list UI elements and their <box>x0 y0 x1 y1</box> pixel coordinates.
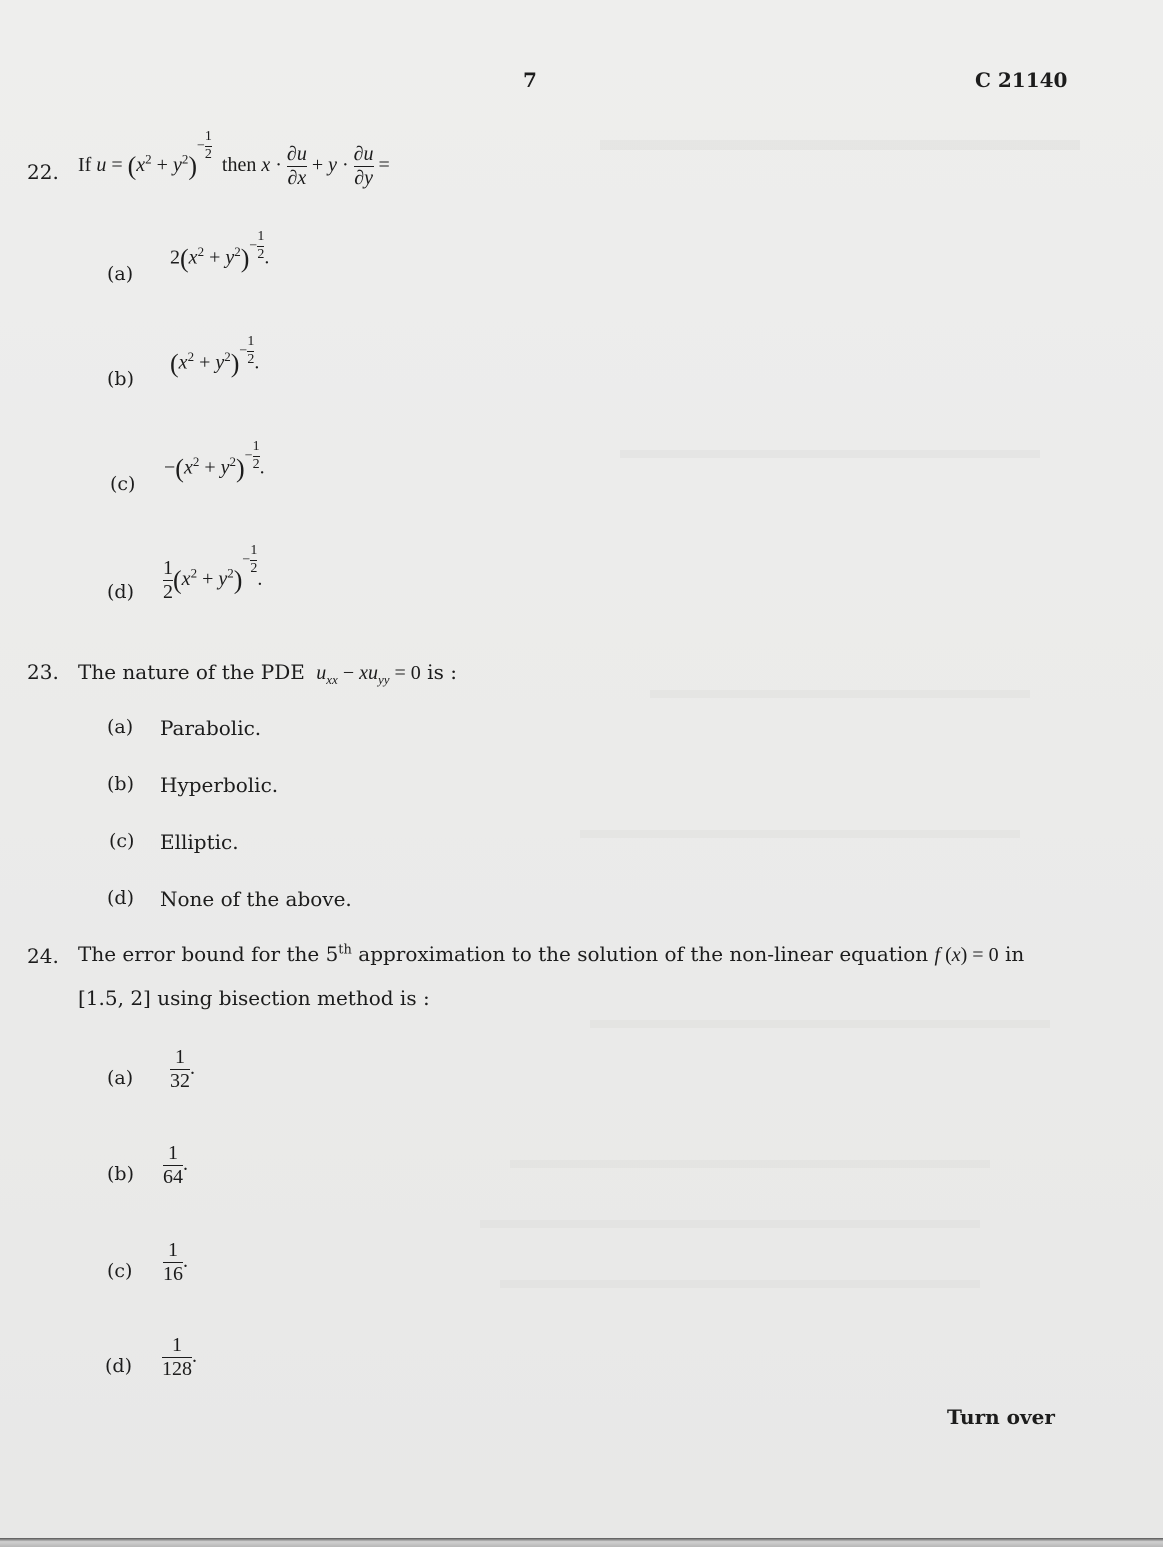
q23-option-b-label: (b) <box>107 773 134 795</box>
q22-option-b-label: (b) <box>107 368 134 390</box>
q22-option-b-expression: $(x^2 + y^2)-$ $\frac{1}{2}$ . <box>170 334 260 379</box>
q23-option-d-text: None of the above. <box>160 887 352 911</box>
question-24-equation: f (x) = 0 <box>934 944 999 966</box>
turn-over-label: Turn over <box>947 1405 1055 1429</box>
question-22-then: then <box>221 154 257 177</box>
q22-option-a-end: . <box>264 246 270 269</box>
q22-option-a-coef: 2 <box>170 246 180 269</box>
exam-code: C 21140 <box>975 68 1068 92</box>
question-23-stem-text: The nature of the PDE <box>78 660 305 684</box>
q23-option-b-text: Hyperbolic. <box>160 773 279 797</box>
q22-option-c-sign: − <box>164 456 176 479</box>
question-24-text-a: The error bound for the 5 <box>78 942 339 966</box>
q22-option-d-label: (d) <box>107 581 134 603</box>
q23-option-c-label: (c) <box>109 830 135 852</box>
q24-option-b-denominator: 64 <box>163 1166 183 1188</box>
q24-option-d-numerator: 1 <box>172 1334 182 1356</box>
question-24-line-1 <box>78 942 1024 967</box>
q24-option-a-label: (a) <box>107 1067 134 1089</box>
q24-option-b-numerator: 1 <box>168 1142 178 1164</box>
q23-option-a-text: Parabolic. <box>160 716 262 740</box>
question-23-pde: $u_{xx} - xu_{yy} = 0$ <box>316 662 421 687</box>
q22-option-a-expression: $2(x^2 + y^2)-$ $\frac{1}{2}$ . <box>170 229 270 274</box>
q24-option-d-label: (d) <box>105 1355 132 1377</box>
q23-option-c-text: Elliptic. <box>160 830 239 854</box>
q22-option-b-end: . <box>254 351 260 374</box>
page-number: 7 <box>523 68 537 92</box>
question-24-text-c: in <box>1004 942 1025 966</box>
q24-option-a-numerator: 1 <box>175 1046 185 1068</box>
q24-option-a-value: $\frac{1}{32}$ . <box>170 1046 195 1092</box>
question-23-stem <box>78 660 457 688</box>
page-edge <box>0 1538 1163 1547</box>
q24-option-d-value: $\frac{1}{128}$ . <box>162 1334 197 1380</box>
q22-option-d-end: . <box>257 568 263 591</box>
q22-option-a-label: (a) <box>107 263 134 285</box>
q24-option-b-value: $\frac{1}{64}$ . <box>163 1142 188 1188</box>
q22-option-d-expression: $\frac{1}{2}$ $(x^2 + y^2)-$ $\frac{1}{2}$ . <box>163 543 263 603</box>
question-22-if: If <box>78 154 92 177</box>
question-24-text-b: approximation to the solution of the non-linear equation <box>358 942 929 966</box>
q23-option-a-label: (a) <box>107 716 134 738</box>
show-through-bleed <box>560 120 1120 1320</box>
q24-option-a-denominator: 32 <box>170 1070 190 1092</box>
q24-option-c-denominator: 16 <box>163 1263 183 1285</box>
q24-option-d-denominator: 128 <box>162 1358 192 1380</box>
question-22-number: 22. <box>27 160 59 184</box>
question-23-number: 23. <box>27 660 59 684</box>
question-23-stem-end: is : <box>427 660 457 684</box>
q23-option-d-label: (d) <box>107 887 134 909</box>
q24-option-c-label: (c) <box>107 1260 133 1282</box>
question-24-sup: th <box>338 942 352 958</box>
q22-option-c-expression: $-(x^2 + y^2)-$ $\frac{1}{2}$ . <box>164 439 265 484</box>
question-22-stem: If $u = (x^2 + y^2)-$ $\frac{1}{2}$ then x · $\frac{\partial u}{\partial x}$ + y · $\frac{\partial u}{\partial y}$ = <box>78 129 390 189</box>
q22-option-c-label: (c) <box>110 473 136 495</box>
q24-option-c-numerator: 1 <box>168 1239 178 1261</box>
q24-option-c-value: $\frac{1}{16}$ . <box>163 1239 188 1285</box>
question-24-number: 24. <box>27 944 59 968</box>
q22-option-c-end: . <box>259 456 265 479</box>
question-24-line-2: [1.5, 2] using bisection method is : <box>78 986 430 1010</box>
q24-option-b-label: (b) <box>107 1163 134 1185</box>
q22-option-d-coef: $\frac{1}{2}$ <box>163 557 173 603</box>
